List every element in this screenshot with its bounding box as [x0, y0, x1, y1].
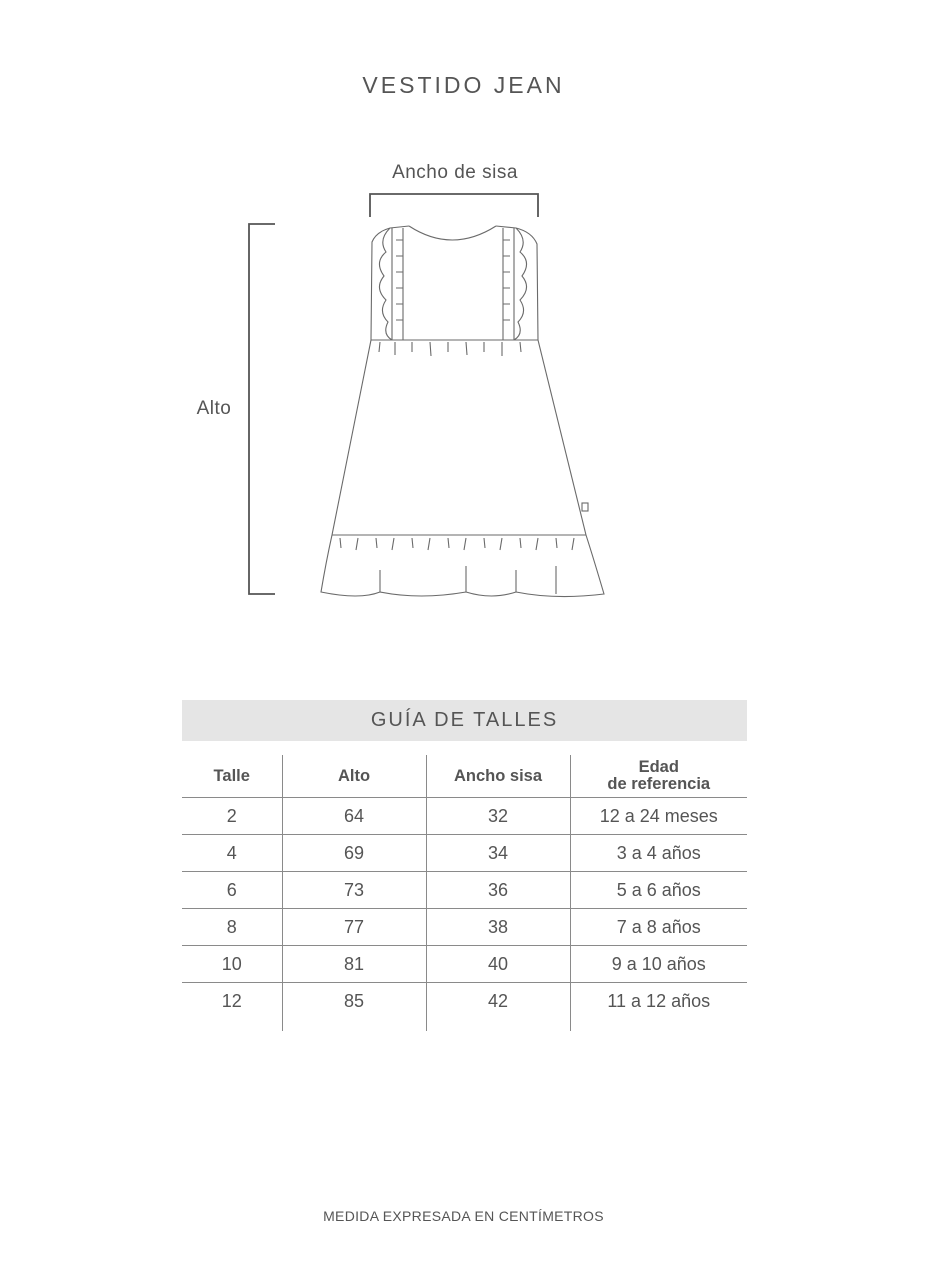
cell-talle: 6 — [182, 872, 282, 909]
table-row — [182, 909, 747, 946]
table-row — [182, 946, 747, 983]
cell-edad: 3 a 4 años — [570, 835, 747, 872]
ancho-bracket — [370, 194, 538, 217]
header-alto: Alto — [282, 755, 426, 798]
cell-ancho-sisa: 32 — [426, 798, 570, 835]
cell-talle: 10 — [182, 946, 282, 983]
table-row — [182, 798, 747, 835]
alto-label: Alto — [196, 398, 232, 419]
cell-ancho-sisa: 36 — [426, 872, 570, 909]
cell-ancho-sisa: 34 — [426, 835, 570, 872]
footer-note: MEDIDA EXPRESADA EN CENTÍMETROS — [323, 1208, 604, 1224]
cell-edad: 11 a 12 años — [570, 983, 747, 1032]
cell-alto: 85 — [282, 983, 426, 1032]
header-edad-line2: de referencia — [607, 775, 711, 793]
cell-talle: 12 — [182, 983, 282, 1032]
cell-edad: 7 a 8 años — [570, 909, 747, 946]
cell-alto: 73 — [282, 872, 426, 909]
size-table — [182, 755, 747, 1031]
header-edad — [570, 755, 747, 798]
cell-talle: 8 — [182, 909, 282, 946]
size-guide-title: GUÍA DE TALLES — [182, 700, 747, 741]
table-row — [182, 983, 747, 1032]
cell-alto: 64 — [282, 798, 426, 835]
table-header-row — [182, 755, 747, 798]
cell-edad: 5 a 6 años — [570, 872, 747, 909]
cell-talle: 2 — [182, 798, 282, 835]
cell-edad: 12 a 24 meses — [570, 798, 747, 835]
ancho-de-sisa-label: Ancho de sisa — [392, 162, 518, 183]
cell-alto: 77 — [282, 909, 426, 946]
cell-alto: 81 — [282, 946, 426, 983]
cell-alto: 69 — [282, 835, 426, 872]
table-row — [182, 835, 747, 872]
alto-bracket — [249, 224, 275, 594]
cell-edad: 9 a 10 años — [570, 946, 747, 983]
header-ancho-sisa: Ancho sisa — [426, 755, 570, 798]
cell-talle: 4 — [182, 835, 282, 872]
dress-drawing — [321, 226, 604, 597]
table-row — [182, 872, 747, 909]
header-talle: Talle — [182, 755, 282, 798]
cell-ancho-sisa: 42 — [426, 983, 570, 1032]
header-edad-line1: Edad — [638, 758, 679, 776]
page-title: VESTIDO JEAN — [362, 72, 565, 98]
cell-ancho-sisa: 38 — [426, 909, 570, 946]
cell-ancho-sisa: 40 — [426, 946, 570, 983]
